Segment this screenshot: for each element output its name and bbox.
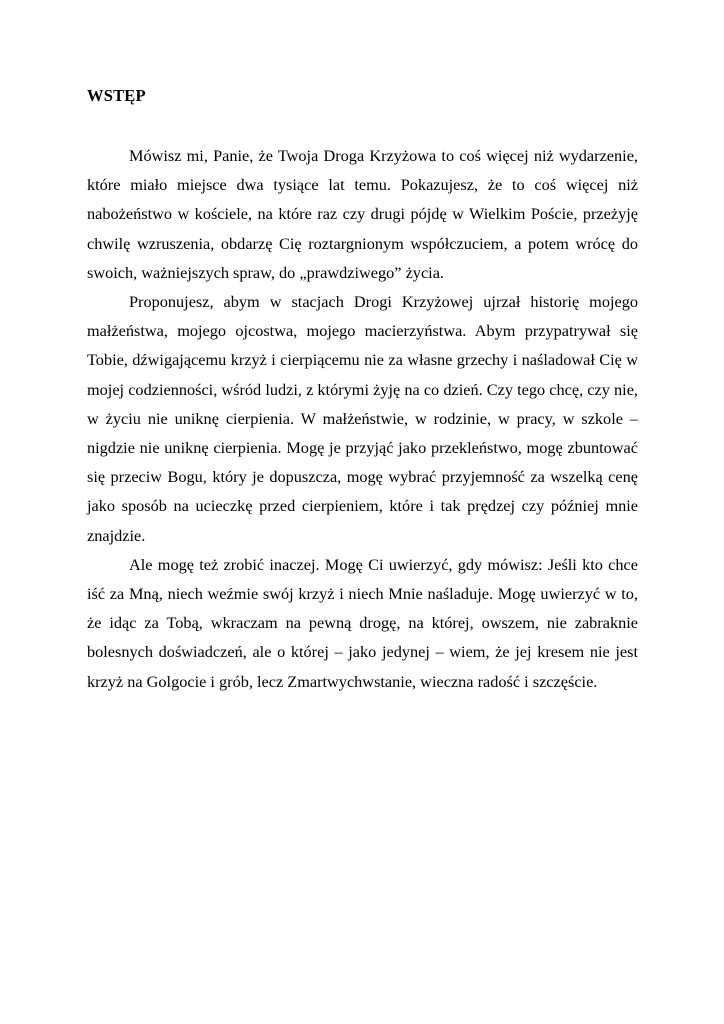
section-heading: WSTĘP — [87, 86, 146, 105]
paragraph-2: Proponujesz, abym w stacjach Drogi Krzyżowej ujrzał historię mojego małżeństwa, mojego ojcostwa, mojego macierzyństwa. Abym przypatrywał się Tobie, dźwigającemu krzyż i cierpiącemu nie za własne grzechy i naśladował Cię w mojej codzienności, wśród ludzi, z którymi żyję na co dzień. Czy tego chcę, czy nie, w życiu nie uniknę cierpienia. W małżeństwie, w rodzinie, w pracy, w szkole – nigdzie nie uniknę cierpienia. Mogę je przyjąć jako przekleństwo, mogę zbuntować się przeciw Bogu, który je dopuszcza, mogę wybrać przyjemność za wszelką cenę jako sposób na ucieczkę przed cierpieniem, które i tak prędzej czy później mnie znajdzie. — [87, 292, 638, 545]
paragraph-1: Mówisz mi, Panie, że Twoja Droga Krzyżowa to coś więcej niż wydarzenie, które miało miejsce dwa tysiące lat temu. Pokazujesz, że to coś więcej niż nabożeństwo w kościele, na które raz czy drugi pójdę w Wielkim Poście, przeżyję chwilę wzruszenia, obdarzę Cię roztargnionym współczuciem, a potem wrócę do swoich, ważniejszych spraw, do „prawdziwego” życia. — [87, 146, 638, 282]
paragraph-3: Ale mogę też zrobić inaczej. Mogę Ci uwierzyć, gdy mówisz: Jeśli kto chce iść za Mną, niech weźmie swój krzyż i niech Mnie naśladuje. Mogę uwierzyć w to, że idąc za Tobą, wkraczam na pewną drogę, na której, owszem, nie zabraknie bolesnych doświadczeń, ale o której – jako jedynej – wiem, że jej kresem nie jest krzyż na Golgocie i grób, lecz Zmartwychwstanie, wieczna radość i szczęście. — [87, 554, 638, 691]
body-text — [87, 141, 638, 696]
